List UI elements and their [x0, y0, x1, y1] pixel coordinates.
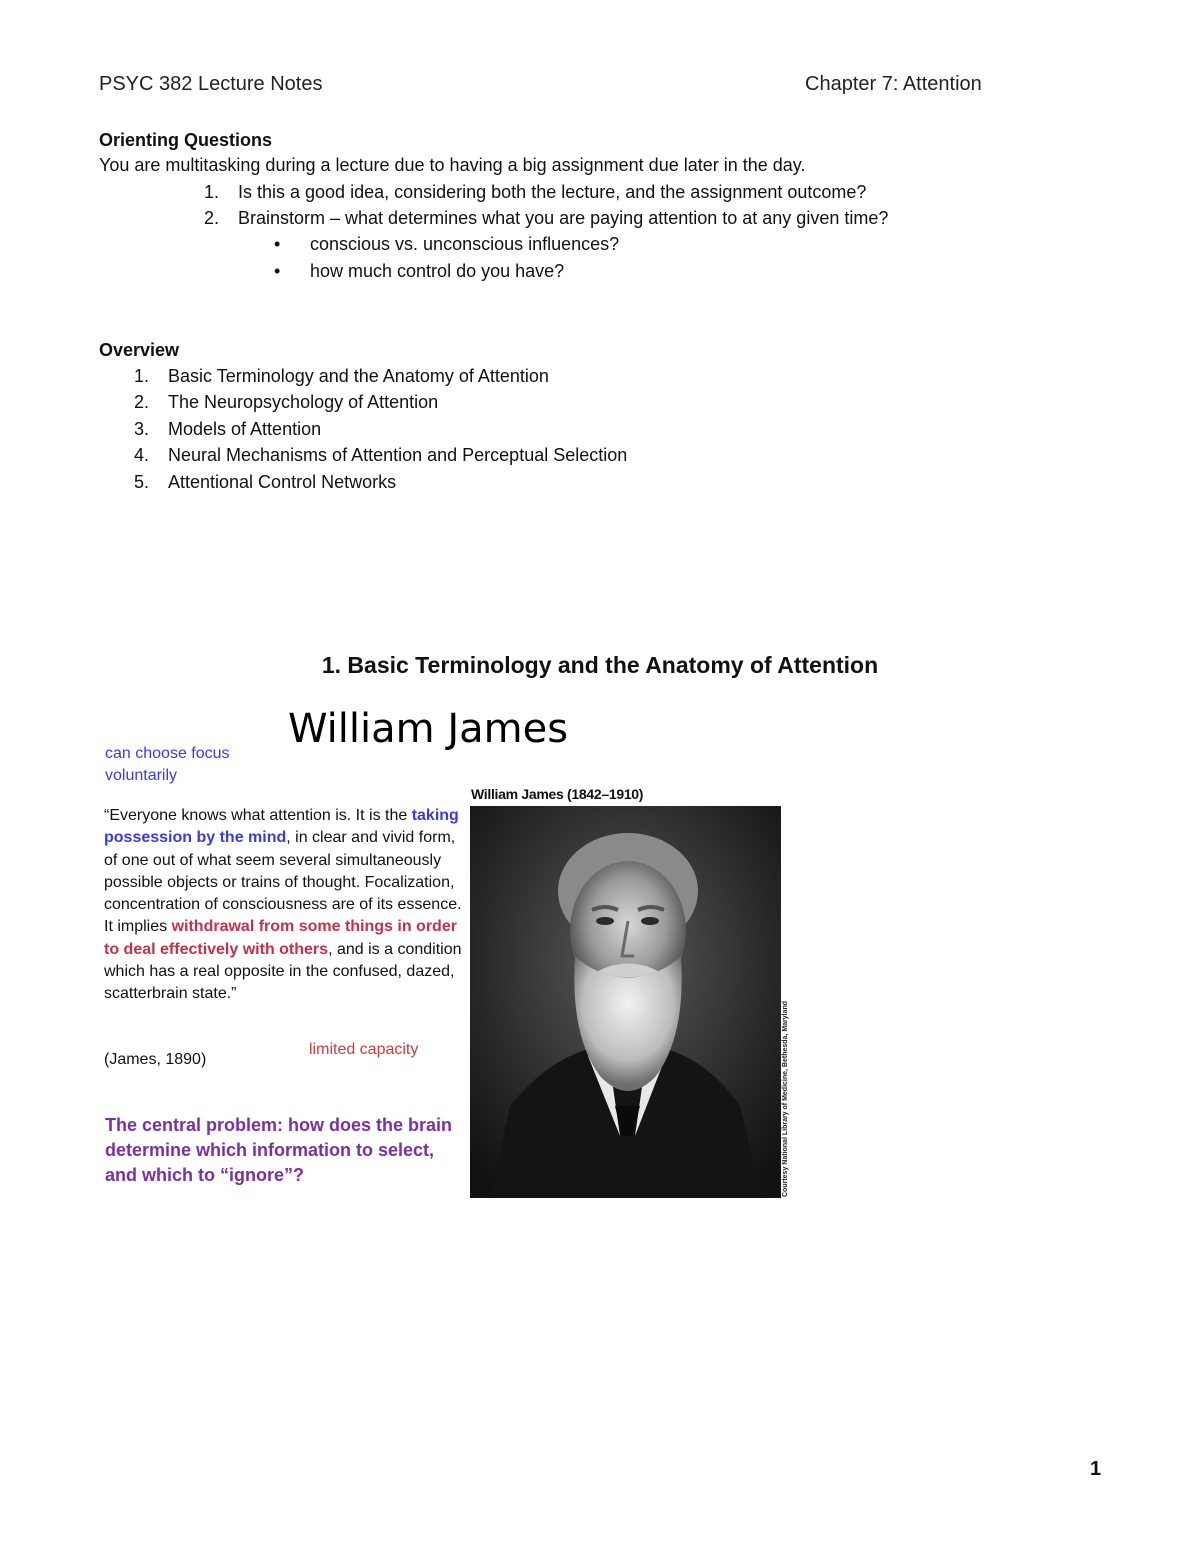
section-1-title: 1. Basic Terminology and the Anatomy of Attention — [321, 652, 879, 678]
overview-item-5: 5. Attentional Control Networks — [134, 472, 397, 492]
page-number: 1 — [1090, 1458, 1102, 1480]
slide-title: William James — [288, 706, 569, 752]
quote-highlight-withdrawal: withdrawal from some things in order to deal effectively with others — [104, 918, 457, 958]
header-chapter: Chapter 7: Attention — [805, 73, 982, 95]
quote-citation: (James, 1890) — [104, 1051, 207, 1068]
orienting-intro: You are multitasking during a lecture due to having a big assignment due later in the day. — [99, 155, 806, 175]
overview-heading: Overview — [99, 340, 180, 360]
portrait-image — [470, 806, 781, 1198]
orienting-question-2: 2. Brainstorm – what determines what you are paying attention to at any given time? — [204, 208, 889, 228]
william-james-portrait — [470, 806, 781, 1198]
photo-credit: Courtesy National Library of Medicine, Bethesda, Maryland — [782, 1000, 789, 1197]
overview-item-2: 2. The Neuropsychology of Attention — [134, 392, 439, 412]
header-course: PSYC 382 Lecture Notes — [99, 73, 323, 95]
orienting-bullet-1: • conscious vs. unconscious influences? — [274, 234, 620, 254]
quote-highlight-possession: taking possession by the mind — [104, 807, 459, 847]
overview-item-4: 4. Neural Mechanisms of Attention and Perceptual Selection — [134, 445, 628, 465]
orienting-bullet-2: • how much control do you have? — [274, 261, 565, 281]
annotation-choose-focus: can choose focus voluntarily — [105, 745, 230, 784]
overview-item-3: 3. Models of Attention — [134, 419, 322, 439]
central-problem: The central problem: how does the brain determine which information to select, and which to “ignore”? — [105, 1115, 453, 1185]
orienting-question-1: 1. Is this a good idea, considering both the lecture, and the assignment outcome? — [204, 182, 867, 202]
james-quote: “Everyone knows what attention is. It is the taking possession by the mind, in clear and vivid form, of one out of what seem several simultaneously possible objects or trains of thought. Focalization, concentration of consciousness are of its essence. It implies withdrawal from some things in order to deal effectively with others, and is a condition which has a real opposite in the confused, dazed, scatterbrain state.” — [104, 807, 462, 1003]
orienting-heading: Orienting Questions — [99, 130, 273, 150]
photo-caption: William James (1842–1910) — [471, 786, 644, 802]
overview-item-1: 1. Basic Terminology and the Anatomy of Attention — [134, 366, 549, 386]
annotation-limited-capacity: limited capacity — [309, 1041, 419, 1058]
